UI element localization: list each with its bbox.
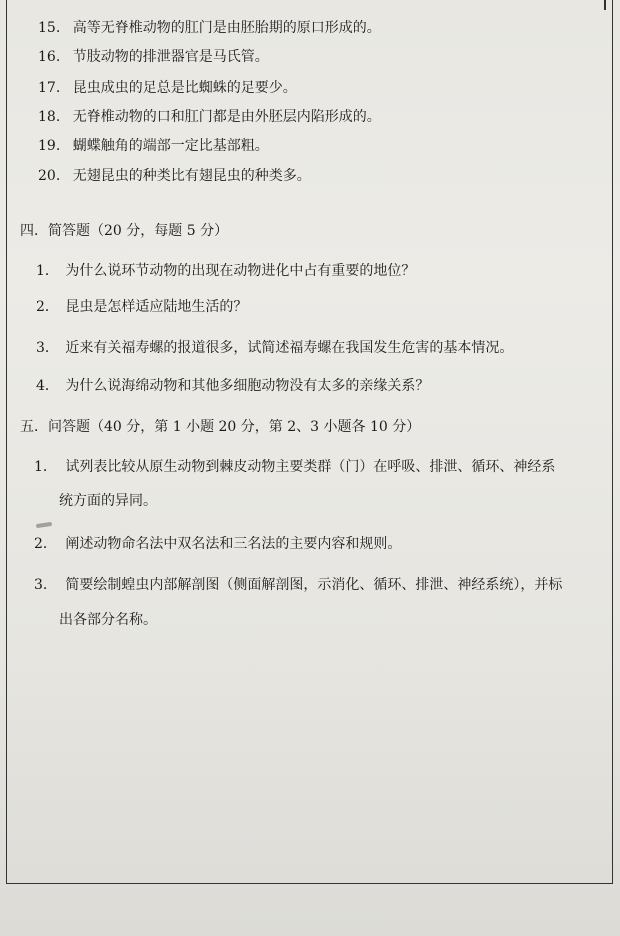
section-heading-short-answer: 四．简答题（20 分，每题 5 分） — [20, 223, 229, 239]
item-text: 昆虫是怎样适应陆地生活的？ — [65, 299, 248, 315]
item-text: 阐述动物命名法中双名法和三名法的主要内容和规则。 — [65, 536, 402, 552]
judgment-item-16 — [38, 47, 269, 67]
item-number: 2． — [36, 299, 59, 315]
essay-item-3-continuation: 出各部分名称。 — [59, 612, 157, 628]
item-text: 为什么说环节动物的出现在动物进化中占有重要的地位？ — [65, 263, 416, 279]
judgment-item-20 — [38, 166, 311, 186]
item-text: 无翅昆虫的种类比有翅昆虫的种类多。 — [72, 168, 311, 184]
item-number: 1． — [34, 459, 57, 475]
judgment-item-17 — [38, 78, 297, 98]
judgment-item-15 — [38, 18, 381, 38]
item-text: 为什么说海绵动物和其他多细胞动物没有太多的亲缘关系？ — [65, 378, 430, 394]
item-text: 蝴蝶触角的端部一定比基部粗。 — [72, 138, 269, 154]
item-text: 试列表比较从原生动物到棘皮动物主要类群（门）在呼吸、排泄、循环、神经系 — [65, 459, 556, 475]
item-number: 19. — [38, 138, 61, 154]
item-number: 18. — [38, 109, 61, 125]
item-number: 4． — [36, 378, 59, 394]
short-answer-item-4 — [36, 376, 429, 396]
essay-item-1 — [34, 457, 555, 477]
judgment-item-18 — [38, 107, 381, 127]
item-number: 3． — [36, 340, 59, 356]
essay-item-2 — [34, 534, 401, 554]
item-number: 16. — [38, 49, 61, 65]
item-text: 高等无脊椎动物的肛门是由胚胎期的原口形成的。 — [72, 20, 381, 36]
judgment-item-19 — [38, 136, 269, 156]
short-answer-item-3 — [36, 338, 513, 358]
short-answer-item-2 — [36, 297, 247, 317]
short-answer-item-1 — [36, 261, 415, 281]
page-border — [6, 0, 613, 884]
item-number: 3． — [34, 577, 57, 593]
item-text: 简要绘制蝗虫内部解剖图（侧面解剖图，示消化、循环、排泄、神经系统），并标 — [65, 577, 563, 593]
item-number: 1． — [36, 263, 59, 279]
border-tick — [604, 0, 606, 10]
item-number: 17. — [38, 80, 61, 96]
item-text: 昆虫成虫的足总是比蜘蛛的足要少。 — [72, 80, 297, 96]
item-text: 节肢动物的排泄器官是马氏管。 — [72, 49, 269, 65]
item-number: 20. — [38, 168, 61, 184]
item-number: 2． — [34, 536, 57, 552]
item-number: 15. — [38, 20, 61, 36]
essay-item-3 — [34, 575, 562, 595]
section-heading-essay: 五．问答题（40 分，第 1 小题 20 分，第 2、3 小题各 10 分） — [20, 419, 421, 435]
essay-item-1-continuation: 统方面的异同。 — [59, 493, 157, 509]
item-text: 近来有关福寿螺的报道很多，试简述福寿螺在我国发生危害的基本情况。 — [65, 340, 514, 356]
item-text: 无脊椎动物的口和肛门都是由外胚层内陷形成的。 — [72, 109, 381, 125]
